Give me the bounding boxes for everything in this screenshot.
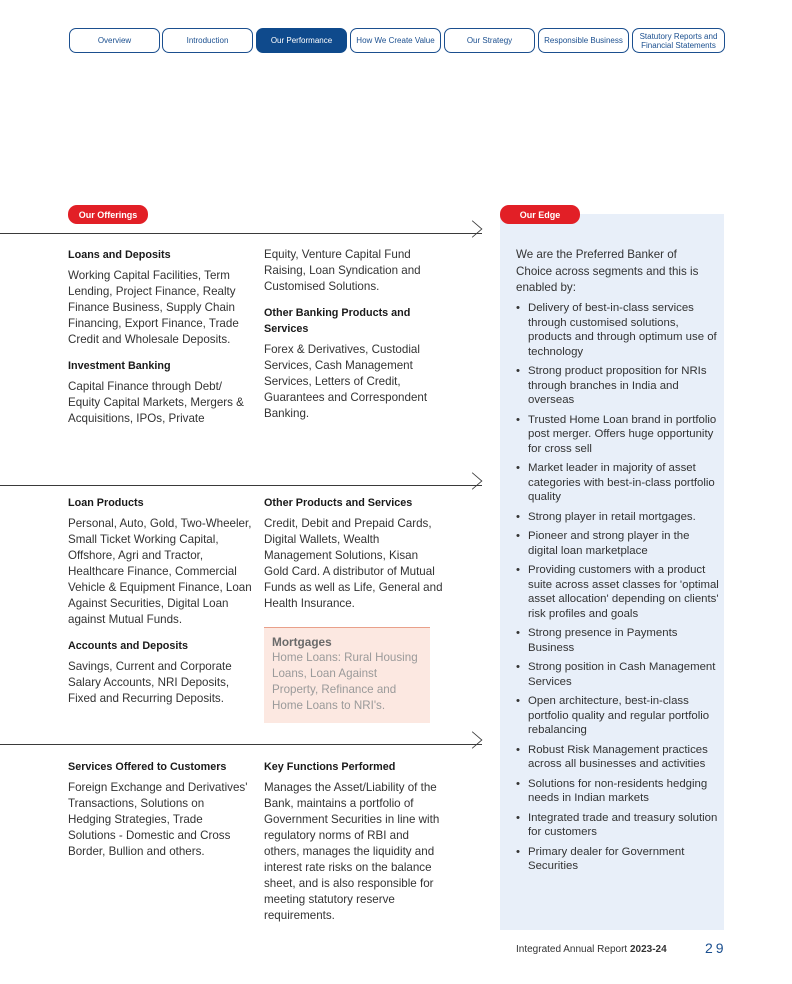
mortgages-heading: Mortgages <box>272 635 332 649</box>
report-year: 2023-24 <box>629 944 667 955</box>
list-item: • Strong position in Cash Management Services <box>516 661 716 688</box>
chevron-right-icon <box>468 731 486 749</box>
page-number: 29 <box>705 940 727 956</box>
tab-statutory-reports[interactable]: Statutory Reports and Financial Statements <box>632 28 725 53</box>
other-banking-text: Forex & Derivatives, Custodial Services, Cash Management Services, Letters of Credit, Guarantees and Correspondent Banking. <box>264 343 428 420</box>
list-item: • Strong presence in Payments Business <box>516 627 678 654</box>
other-products-text: Credit, Debit and Prepaid Cards, Digital Wallets, Wealth Management Solutions, Kisan Gold Card. A distributor of Mutual Funds as well as Life, General and Health Insurance. <box>264 517 443 610</box>
section-divider-3 <box>0 744 482 745</box>
top-nav <box>69 28 725 53</box>
tab-our-strategy[interactable]: Our Strategy <box>444 28 535 53</box>
mortgages-text: Home Loans: Rural Housing Loans, Loan Against Property, Refinance and Home Loans to NRI's. <box>272 651 418 712</box>
report-name: Integrated Annual Report <box>516 944 628 955</box>
list-item: • Providing customers with a product suite across asset classes for 'optimal asset allocation' depending on clients' risk profiles and goals <box>516 564 719 620</box>
list-item: • Solutions for non-residents hedging needs in Indian markets <box>516 777 708 804</box>
mortgages-box <box>264 627 430 723</box>
services-customers-text: Foreign Exchange and Derivatives' Transactions, Solutions on Hedging Strategies, Trade Solutions - Domestic and Cross Border, Bullion and others. <box>68 781 248 858</box>
treasury-left-block <box>68 759 248 860</box>
accounts-deposits-text: Savings, Current and Corporate Salary Accounts, NRI Deposits, Fixed and Recurring Deposits. <box>68 660 232 705</box>
key-functions-text: Manages the Asset/Liability of the Bank, maintains a portfolio of Government Securities in line with regulatory norms of RBI and others, manages the liquidity and interest rate risks on the balance sheet, and is also responsible for meeting statutory reserve requirements. <box>264 781 440 922</box>
our-edge-badge: Our Edge <box>500 205 580 224</box>
loan-products-heading: Loan Products <box>68 497 144 509</box>
tab-our-performance[interactable]: Our Performance <box>256 28 347 53</box>
key-functions-heading: Key Functions Performed <box>264 761 396 773</box>
tab-how-we-create-value[interactable]: How We Create Value <box>350 28 441 53</box>
investment-banking-text: Capital Finance through Debt/ Equity Capital Markets, Mergers & Acquisitions, IPOs, Private <box>68 380 244 425</box>
tab-overview[interactable]: Overview <box>69 28 160 53</box>
other-banking-heading: Other Banking Products and Services <box>264 307 411 335</box>
chevron-right-icon <box>468 220 486 238</box>
other-products-heading: Other Products and Services <box>264 497 413 509</box>
tab-responsible-business[interactable]: Responsible Business <box>538 28 629 53</box>
list-item: • Strong product proposition for NRIs through branches in India and overseas <box>516 365 707 406</box>
edge-list <box>516 301 721 879</box>
retail-left-block <box>68 495 252 707</box>
loans-deposits-text: Working Capital Facilities, Term Lending, Project Finance, Realty Finance Business, Supply Chain Financing, Export Finance, Trade Credit and Wholesale Deposits. <box>68 269 239 346</box>
other-products-block <box>264 495 444 612</box>
list-item: • Integrated trade and treasury solution for customers <box>516 811 718 838</box>
tab-introduction[interactable]: Introduction <box>162 28 253 53</box>
investment-banking-continued: Equity, Venture Capital Fund Raising, Loan Syndication and Customised Solutions. <box>264 248 421 293</box>
loan-products-text: Personal, Auto, Gold, Two-Wheeler, Small Ticket Working Capital, Offshore, Agri and Tractor, Healthcare Finance, Commercial Vehicle & Equipment Finance, Loan Against Securities, Digital Loan against Mutual Funds. <box>68 517 252 626</box>
services-customers-heading: Services Offered to Customers <box>68 761 227 773</box>
list-item: • Pioneer and strong player in the digital loan marketplace <box>516 530 690 557</box>
list-item: • Primary dealer for Government Securities <box>516 845 685 872</box>
list-item: • Delivery of best-in-class services through customised solutions, products and through optimum use of technology <box>516 302 717 358</box>
edge-intro-text: We are the Preferred Banker of Choice across segments and this is enabled by: <box>516 248 699 294</box>
list-item: • Market leader in majority of asset categories with best-in-class portfolio quality <box>516 462 715 503</box>
other-banking-block <box>264 247 442 422</box>
footer-report-title <box>516 944 667 955</box>
investment-banking-heading: Investment Banking <box>68 360 171 372</box>
accounts-deposits-heading: Accounts and Deposits <box>68 640 188 652</box>
list-item: • Trusted Home Loan brand in portfolio post merger. Offers huge opportunity for cross sell <box>516 413 717 455</box>
list-item: • Strong player in retail mortgages. <box>516 510 696 523</box>
key-functions-block <box>264 759 442 924</box>
chevron-right-icon <box>468 472 486 490</box>
section-divider-1 <box>0 233 482 234</box>
list-item: • Open architecture, best-in-class portfolio quality and regular portfolio rebalancing <box>516 695 710 736</box>
our-offerings-badge: Our Offerings <box>68 205 148 224</box>
loans-deposits-heading: Loans and Deposits <box>68 249 171 261</box>
loans-deposits-block <box>68 247 252 427</box>
list-item: • Robust Risk Management practices across all businesses and activities <box>516 743 708 770</box>
section-divider-2 <box>0 485 482 486</box>
